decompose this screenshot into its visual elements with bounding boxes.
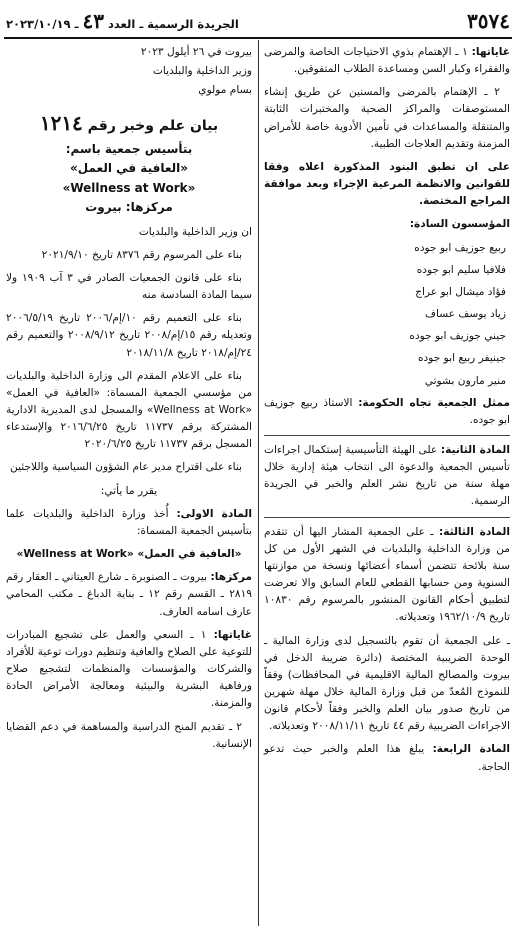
article-3-text: ـ على الجمعية المشار اليها أن تتقدم من وزارة الداخلية والبلديات في الشهر الأول من كل سنة بلائحة تتضمن أسماء أعضائها ونسخة من موازنتها السنوية ومن حسابها القطعي للعام السابق والا تعرضت لتطبيق أحكام القانون المنشور بالمرسوم رقم ١٠٨٣٠ تاريخ ١٩٦٢/١٠/٩ وتعديلاته. (264, 525, 510, 624)
goal-2: ٢ ـ الإهتمام بالمرضى والمسنين عن طريق إنشاء المستوصفات والمراكز الصحية والمختبرات الثابتة والمتنقلة والمساعدات في تأمين الأدوية خاصة للأمراض المزمنة وتقديم العلاجات الطبية. (264, 86, 510, 150)
divider (264, 517, 510, 518)
left-goals-label: غاياتها: (213, 628, 252, 641)
recital-5: بناء على اقتراح مدير عام الشؤون السياسية واللاجئين (10, 461, 242, 474)
left-goals-paragraph (6, 627, 252, 713)
recital-1: بناء على المرسوم رقم ٨٣٧٦ تاريخ ٢٠٢١/٩/١٠ (41, 248, 242, 261)
notice-subtitle: بتأسيس جمعية باسم: (65, 141, 193, 156)
conditions-text: على ان تطبق البنود المذكورة اعلاه وفقا للقوانين والانظمة المرعية الإجراء وبعد موافقة المراجع المختصة. (264, 160, 510, 208)
gazette-issue-info (6, 5, 239, 37)
right-column (264, 44, 510, 782)
left-goal-2: ٢ ـ تقديم المنح الدراسية والمساهمة في دعم القضايا الإنسانية. (6, 720, 252, 750)
minister-name: بسام مولوي (198, 84, 252, 97)
notice-title (6, 107, 252, 139)
article-4-label: المادة الرابعة: (432, 743, 510, 756)
goal-1: ١ ـ الإهتمام بذوي الاحتياجات الخاصة والمرضى والفقراء وكبار السن ومساعدة الطلاب المتفوقين. (264, 46, 510, 76)
founder-item: فلافيا سليم ابو جوده (416, 263, 506, 276)
article-1 (6, 506, 252, 540)
issue-date: ـ ٢٠٢٣/١٠/١٩ (6, 16, 79, 31)
article-2-label: المادة الثانية: (440, 443, 510, 456)
founder-item: منير مارون بشوتي (424, 374, 506, 387)
decides-line: يقرر ما يأتي: (100, 484, 158, 497)
minister-title: وزير الداخلية والبلديات (152, 65, 252, 78)
column-rule (258, 40, 259, 926)
association-name-ar: «العافية في العمل» (70, 161, 188, 176)
divider (264, 435, 510, 436)
founders-list (264, 240, 510, 390)
rep-text: الاستاذ ربيع جوزيف ابو جوده. (264, 396, 510, 426)
rep-label: ممثل الجمعية تجاه الحكومة: (358, 396, 510, 409)
founder-item: ربيع جوزيف ابو جوده (414, 241, 506, 254)
article-1-text: أُخذ وزارة الداخلية والبلديات علما بتأسيس الجمعية المسماة: (6, 507, 252, 537)
article-2 (264, 442, 510, 511)
minister-intro: ان وزير الداخلية والبلديات (138, 225, 252, 238)
article-3 (264, 524, 510, 627)
page-header (6, 6, 510, 36)
left-goal-1: ١ ـ السعي والعمل على تشجيع المبادرات للتوعية على الصلاح والعافية وتنظيم دورات توعية للأفراد والشركات والمؤسسات والمنظمات لتشجيع صلاح ورفاهية البشرية والبيئية ومعالجة الأمراض الحادة والمزمنة. (6, 628, 252, 710)
article-4-text: يبلغ هذا العلم والخبر حيث تدعو الحاجة. (264, 743, 510, 773)
article-2-text: على الهيئة التأسيسية إستكمال اجراءات تأسيس الجمعية والدعوة الى انتخاب هيئة إدارية خلال مهلة سنة من تاريخ نشر العلم والخبر في الجريدة الرسمية. (264, 443, 510, 508)
recital-2: بناء على قانون الجمعيات الصادر في ٣ آب ١٩٠٩ ولا سيما المادة السادسة منه (6, 271, 252, 302)
header-rule (4, 37, 512, 39)
article-3-label: المادة الثالثة: (438, 525, 510, 538)
founders-title: المؤسسون السادة: (409, 218, 510, 231)
hq-text: بيروت ـ الصنوبرة ـ شارع العيتاني ـ العقار رقم ٢٨١٩ ـ القسم رقم ١٢ ـ بناية الدباغ ـ مكتب المحامي عارف اسامه العارف. (6, 571, 252, 618)
article-4 (264, 741, 510, 775)
notice-number: ١٢١٤ (39, 111, 83, 136)
notice-title-prefix: بيان علم وخبر رقم (87, 118, 219, 135)
government-rep (264, 395, 510, 429)
page-number: ٣٥٧٤ (467, 8, 510, 33)
gazette-name: الجريدة الرسمية ـ العدد (108, 16, 239, 31)
founder-item: زياد يوسف عساف (425, 308, 506, 321)
article-1-name: «العافية في العمل» «Wellness at Work» (16, 548, 242, 561)
founder-item: جينيفر ربيع ابو جوده (418, 352, 506, 365)
article-1-label: المادة الاولى: (176, 507, 252, 520)
association-name-en: «Wellness at Work» (62, 180, 196, 195)
recital-3: بناء على التعميم رقم ١٠/إم/٢٠٠٦ تاريخ ٢٠٠٦/٥/١٩ وتعديله رقم ١٥/إم/٢٠٠٨ تاريخ ٢٠٠٨/٩/١٢ والتعميم رقم ٢٤/إم/٢٠١٨ تاريخ ٢٠١٨/١١/٨ (6, 312, 252, 359)
left-column (6, 44, 252, 759)
goals-paragraph (264, 44, 510, 78)
hq-label: مركزها: (210, 571, 252, 584)
founder-item: فؤاد ميشال ابو عراج (415, 285, 506, 298)
founder-item: جيني جوزيف ابو جوده (409, 330, 506, 343)
goals-label: غاياتها: (471, 46, 510, 58)
hq-paragraph (6, 569, 252, 620)
issue-number: ٤٣ (82, 8, 104, 33)
association-hq: مركزها: بيروت (85, 200, 173, 215)
article-3-text-2: ـ على الجمعية أن تقوم بالتسجيل لدى وزارة المالية ـ الوحدة الضريبية المختصة (دائرة ضريبة الدخل في بيروت والمصالح المالية الاقليمية في المحافظات) وفقاً للنموذج المُعدّ من قبل وزارة المالية خلال مهلة شهرين من تاريخ صدور بيان العلم والخبر وفقاً لأحكام قانون الاجراءات الضريبية رقم ٤٤ تاريخ ٢٠٠٨/١١/١١ وتعديلاته. (264, 634, 510, 733)
recital-4: بناء على الاعلام المقدم الى وزارة الداخلية والبلديات من مؤسسي الجمعية المسماة: «العافية في العمل» «Wellness at Work» والمسجل لدى المديرية الادارية المشتركة برقم ١١٧٣٧ تاريخ ٢٠١٦/٦/٢٥ والإستدعاء المسجل برقم ١١٧٣٧ تاريخ ٢٠٢٠/٦/٢٥ (6, 369, 253, 451)
place-date: بيروت في ٢٦ أيلول ٢٠٢٣ (140, 46, 252, 58)
